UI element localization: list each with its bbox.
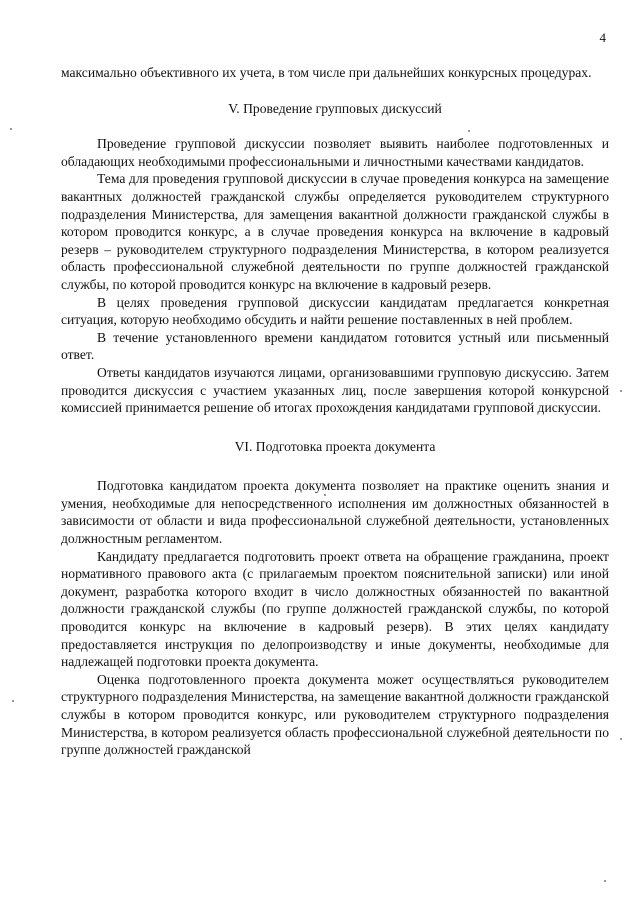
scan-speck — [324, 494, 326, 496]
scan-speck — [620, 738, 622, 740]
section-heading-document-drafting: VI. Подготовка проекта документа — [234, 438, 436, 454]
scan-speck — [604, 880, 606, 882]
paragraph: Проведение групповой дискуссии позволяет выявить наиболее подготовленных и обладающих необходимыми профессиональными и личностными качествами кандидатов. — [61, 136, 609, 169]
paragraph: Тема для проведения групповой дискуссии в случае проведения конкурса на замещение вакантных должностей гражданской службы определяется руководителем структурного подразделения Министерства, для замещения вакантной должности гражданской службы в котором проводится конкурс, а в случае проведения конкурса на включение в кадровый резерв – руководителем структурного подразделения Министерства, в котором реализуется область профессиональной служебной деятельности по группе должностей гражданской службы, по которой проводится конкурс на включение в кадровый резерв. — [61, 171, 609, 292]
page-number: 4 — [599, 30, 606, 45]
document-body — [61, 64, 609, 759]
paragraph: Оценка подготовленного проекта документа может осуществляться руководителем структурного подразделения Министерства, на замещение вакантной должности гражданской службы в котором проводится конкурс, или руководителем структурного подразделения Министерства, в котором реализуется область профессиональной служебной деятельности по группе должностей гражданской — [61, 671, 609, 758]
paragraph: В целях проведения групповой дискуссии кандидатам предлагается конкретная ситуация, которую необходимо обсудить и найти решение поставленных в ней проблем. — [61, 294, 609, 328]
scan-speck — [12, 700, 14, 702]
paragraph: В течение установленного времени кандидатом готовится устный или письменный ответ. — [61, 329, 609, 363]
section-heading-group-discussions: V. Проведение групповых дискуссий — [228, 100, 442, 116]
paragraph: Ответы кандидатов изучаются лицами, организовавшими групповую дискуссию. Затем проводится дискуссия с участием указанных лиц, после завершения которой конкурсной комиссией принимается решение об итогах прохождения кандидатами групповой дискуссии. — [61, 364, 609, 416]
scan-speck — [10, 128, 12, 130]
continued-paragraph: максимально объективного их учета, в том числе при дальнейших конкурсных процедурах. — [61, 65, 592, 80]
paragraph: Подготовка кандидатом проекта документа позволяет на практике оценить знания и умения, необходимые для непосредственного исполнения им должностных обязанностей в зависимости от области и вида профессиональной служебной деятельности, установленных должностным регламентом. — [61, 478, 609, 547]
paragraph: Кандидату предлагается подготовить проект ответа на обращение гражданина, проект нормативного правового акта (с прилагаемым проектом пояснительной записки) или иной документ, разработка которого входит в число должностных обязанностей по вакантной должности гражданской службы (по группе должностей гражданской службы, по которой проводится конкурс на включение в кадровый резерв). В этих целях кандидату предоставляется инструкция по делопроизводству и иные документы, необходимые для надлежащей подготовки проекта документа. — [61, 548, 609, 670]
scan-speck — [620, 390, 622, 392]
scan-speck — [468, 130, 470, 132]
